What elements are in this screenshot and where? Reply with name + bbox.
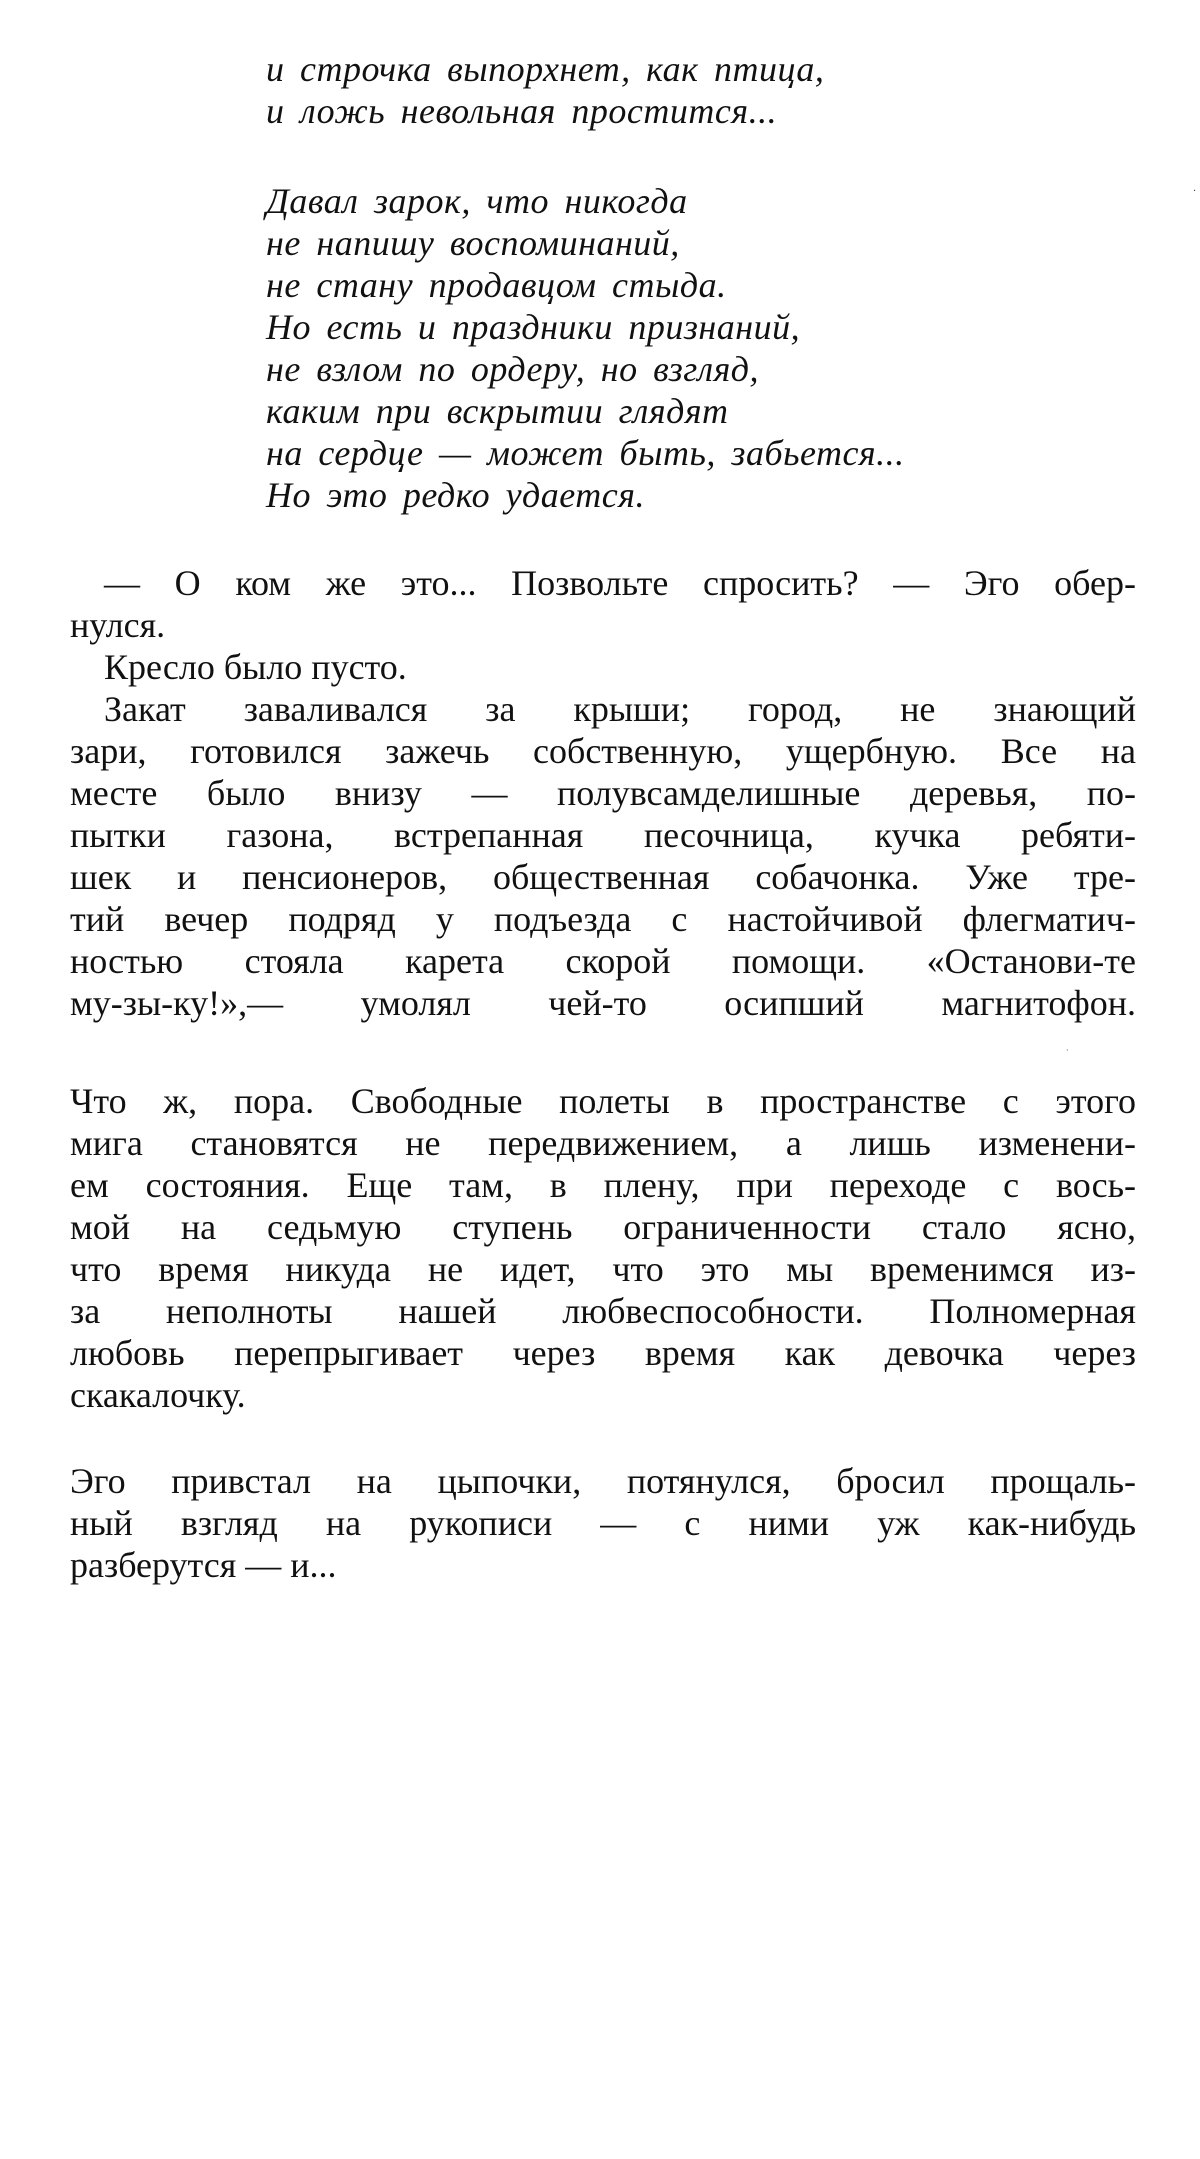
text-line: мига становятся не передвижением, а лишь изменени- xyxy=(70,1123,1136,1163)
text-line: месте было внизу — полувсамделишные деревья, по- xyxy=(70,773,1136,813)
poem-line: на сердце — может быть, забьется... xyxy=(266,433,905,473)
poem-line: не стану продавцом стыда. xyxy=(266,265,727,305)
text-line: пытки газона, встрепанная песочница, кучка ребяти- xyxy=(70,815,1136,855)
poem-stanza-1 xyxy=(266,48,1066,132)
text-line: нулся. xyxy=(70,605,166,645)
text-line: му-зы-ку!»,— умолял чей-то осипший магнитофон. xyxy=(70,983,1136,1023)
text-line: скакалочку. xyxy=(70,1375,246,1415)
text-line: Что ж, пора. Свободные полеты в пространстве с этого xyxy=(70,1081,1136,1121)
poem-line: Но есть и праздники признаний, xyxy=(266,307,801,347)
text-line: ный взгляд на рукописи — с ними уж как-нибудь xyxy=(70,1503,1136,1543)
poem-line: каким при вскрытии глядят xyxy=(266,391,729,431)
text-line: ем состояния. Еще там, в плену, при переходе с вось- xyxy=(70,1165,1136,1205)
text-line: зари, готовился зажечь собственную, ущербную. Все на xyxy=(70,731,1136,771)
text-line: Кресло было пусто. xyxy=(104,647,407,687)
text-line: шек и пенсионеров, общественная собачонка. Уже тре- xyxy=(70,857,1136,897)
prose-paragraph-2 xyxy=(70,1080,1136,1416)
text-line: мой на седьмую ступень ограниченности стало ясно, xyxy=(70,1207,1136,1247)
margin-dot: · xyxy=(1193,186,1197,197)
text-line: разберутся — и... xyxy=(70,1545,337,1585)
poem-line: Но это редко удается. xyxy=(266,475,645,515)
poem-line: Давал зарок, что никогда xyxy=(266,181,688,221)
poem-line: и ложь невольная простится... xyxy=(266,91,778,131)
prose-paragraph-1 xyxy=(70,562,1136,1024)
text-line: любовь перепрыгивает через время как девочка через xyxy=(70,1333,1136,1373)
text-line: ностью стояла карета скорой помощи. «Останови-те xyxy=(70,941,1136,981)
text-line: Эго привстал на цыпочки, потянулся, бросил прощаль- xyxy=(70,1461,1136,1501)
prose-paragraph-3 xyxy=(70,1460,1136,1586)
text-line: за неполноты нашей любвеспособности. Полномерная xyxy=(70,1291,1136,1331)
margin-dot: · xyxy=(1066,1046,1069,1055)
text-line: — О ком же это... Позвольте спросить? — Эго обер- xyxy=(104,563,1136,603)
poem-line: не взлом по ордеру, но взгляд, xyxy=(266,349,760,389)
poem-stanza-2 xyxy=(266,180,1066,516)
text-line: тий вечер подряд у подъезда с настойчивой флегматич- xyxy=(70,899,1136,939)
text-line: Закат заваливался за крыши; город, не знающий xyxy=(104,689,1136,729)
text-line: что время никуда не идет, что это мы временимся из- xyxy=(70,1249,1136,1289)
poem-line: и строчка выпорхнет, как птица, xyxy=(266,49,825,89)
poem-line: не напишу воспоминаний, xyxy=(266,223,680,263)
